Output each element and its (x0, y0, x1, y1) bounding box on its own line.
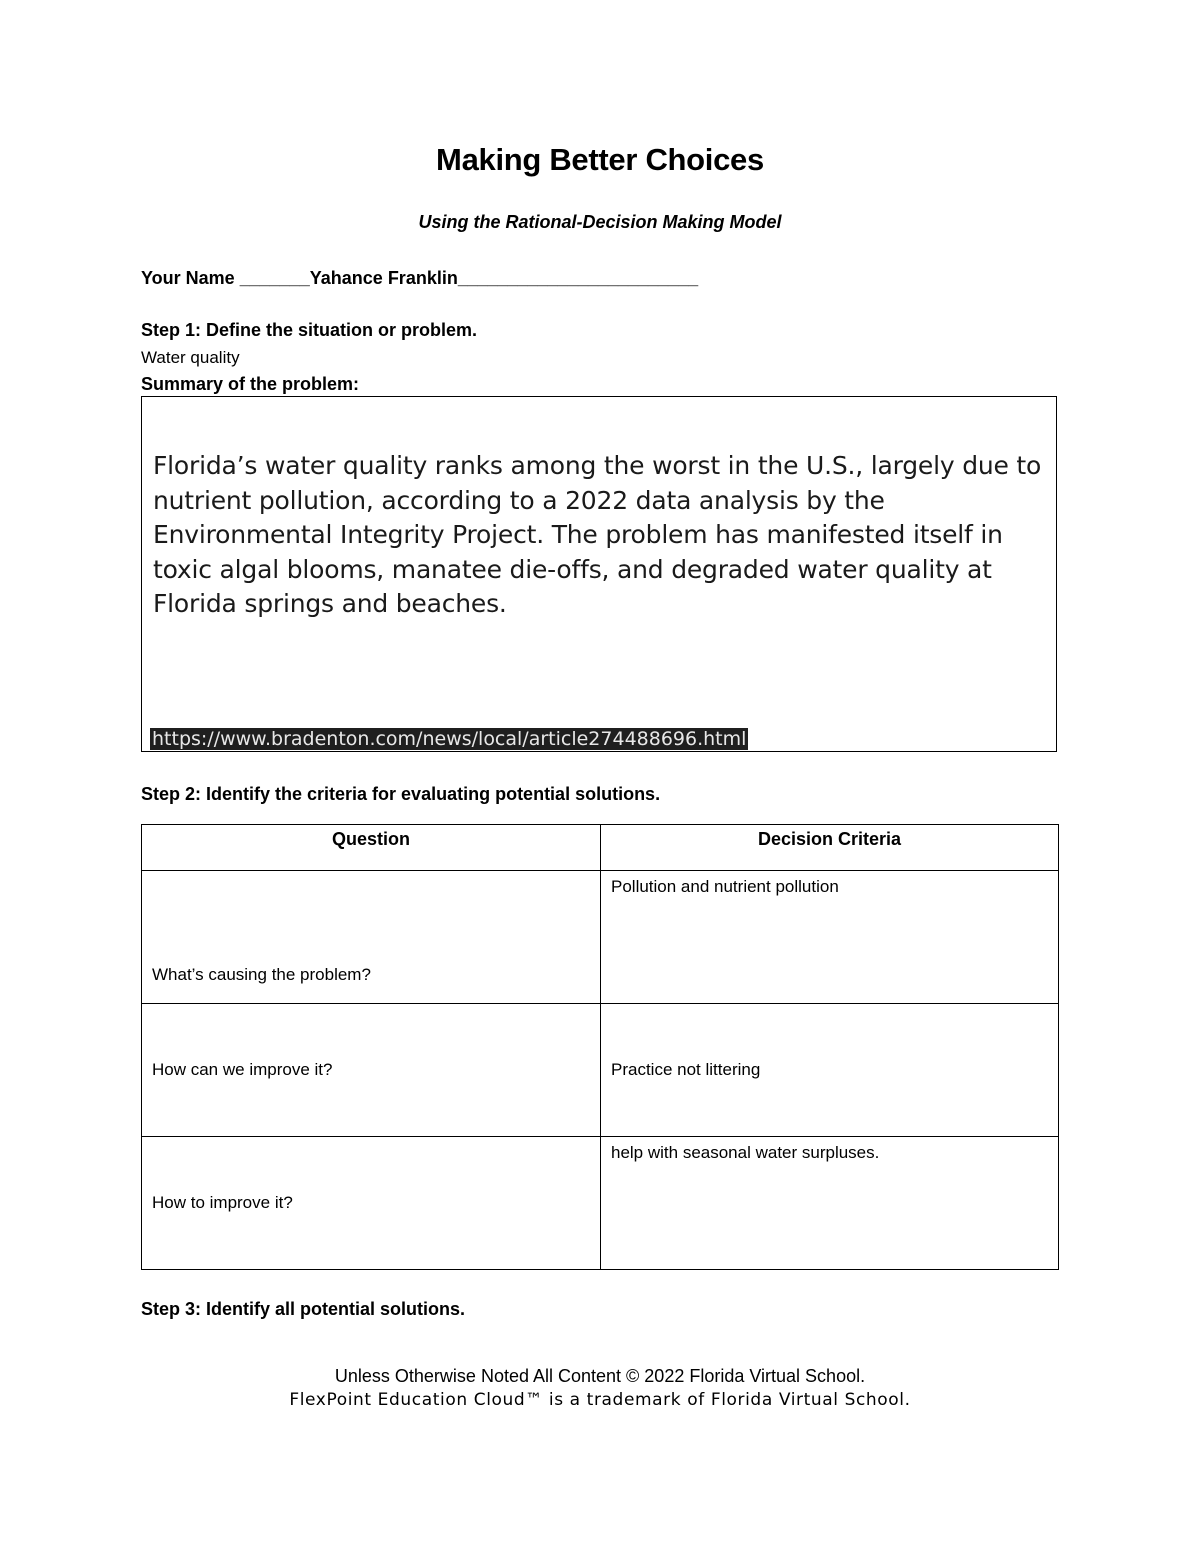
summary-box (141, 396, 1057, 752)
table-row (142, 871, 1059, 1004)
table-row (142, 1137, 1059, 1270)
criteria-cell: help with seasonal water surpluses. (601, 1137, 1059, 1270)
table-row (142, 1004, 1059, 1137)
header-question: Question (142, 825, 601, 871)
step3-heading: Step 3: Identify all potential solutions. (141, 1299, 466, 1319)
criteria-table (141, 824, 1059, 1270)
question-cell: What’s causing the problem? (142, 871, 601, 1004)
step1-answer: Water quality (141, 348, 240, 367)
step1-heading: Step 1: Define the situation or problem. (141, 320, 478, 340)
criteria-cell: Practice not littering (601, 1004, 1059, 1137)
table-header-row (142, 825, 1059, 871)
header-decision-criteria: Decision Criteria (601, 825, 1059, 871)
step2-heading: Step 2: Identify the criteria for evaluating potential solutions. (141, 784, 661, 804)
question-cell: How can we improve it? (142, 1004, 601, 1137)
footer-copyright: Unless Otherwise Noted All Content © 2022 Florida Virtual School. (334, 1366, 866, 1386)
page-subtitle: Using the Rational-Decision Making Model (418, 212, 782, 232)
name-field: Your Name _______Yahance Franklin________________________ (141, 268, 699, 288)
summary-text: Florida’s water quality ranks among the worst in the U.S., largely due to nutrient pollution, according to a 2022 data analysis by the Environmental Integrity Project. The problem has manifested itself in toxic algal blooms, manatee die-offs, and degraded water quality at Florida springs and beaches. (153, 451, 1042, 618)
footer-trademark: FlexPoint Education Cloud™ is a trademark of Florida Virtual School. (289, 1390, 911, 1410)
summary-label: Summary of the problem: (141, 374, 360, 394)
criteria-cell: Pollution and nutrient pollution (601, 871, 1059, 1004)
question-cell: How to improve it? (142, 1137, 601, 1270)
source-link[interactable]: https://www.bradenton.com/news/local/article274488696.html (152, 728, 747, 750)
page-title: Making Better Choices (436, 142, 764, 177)
